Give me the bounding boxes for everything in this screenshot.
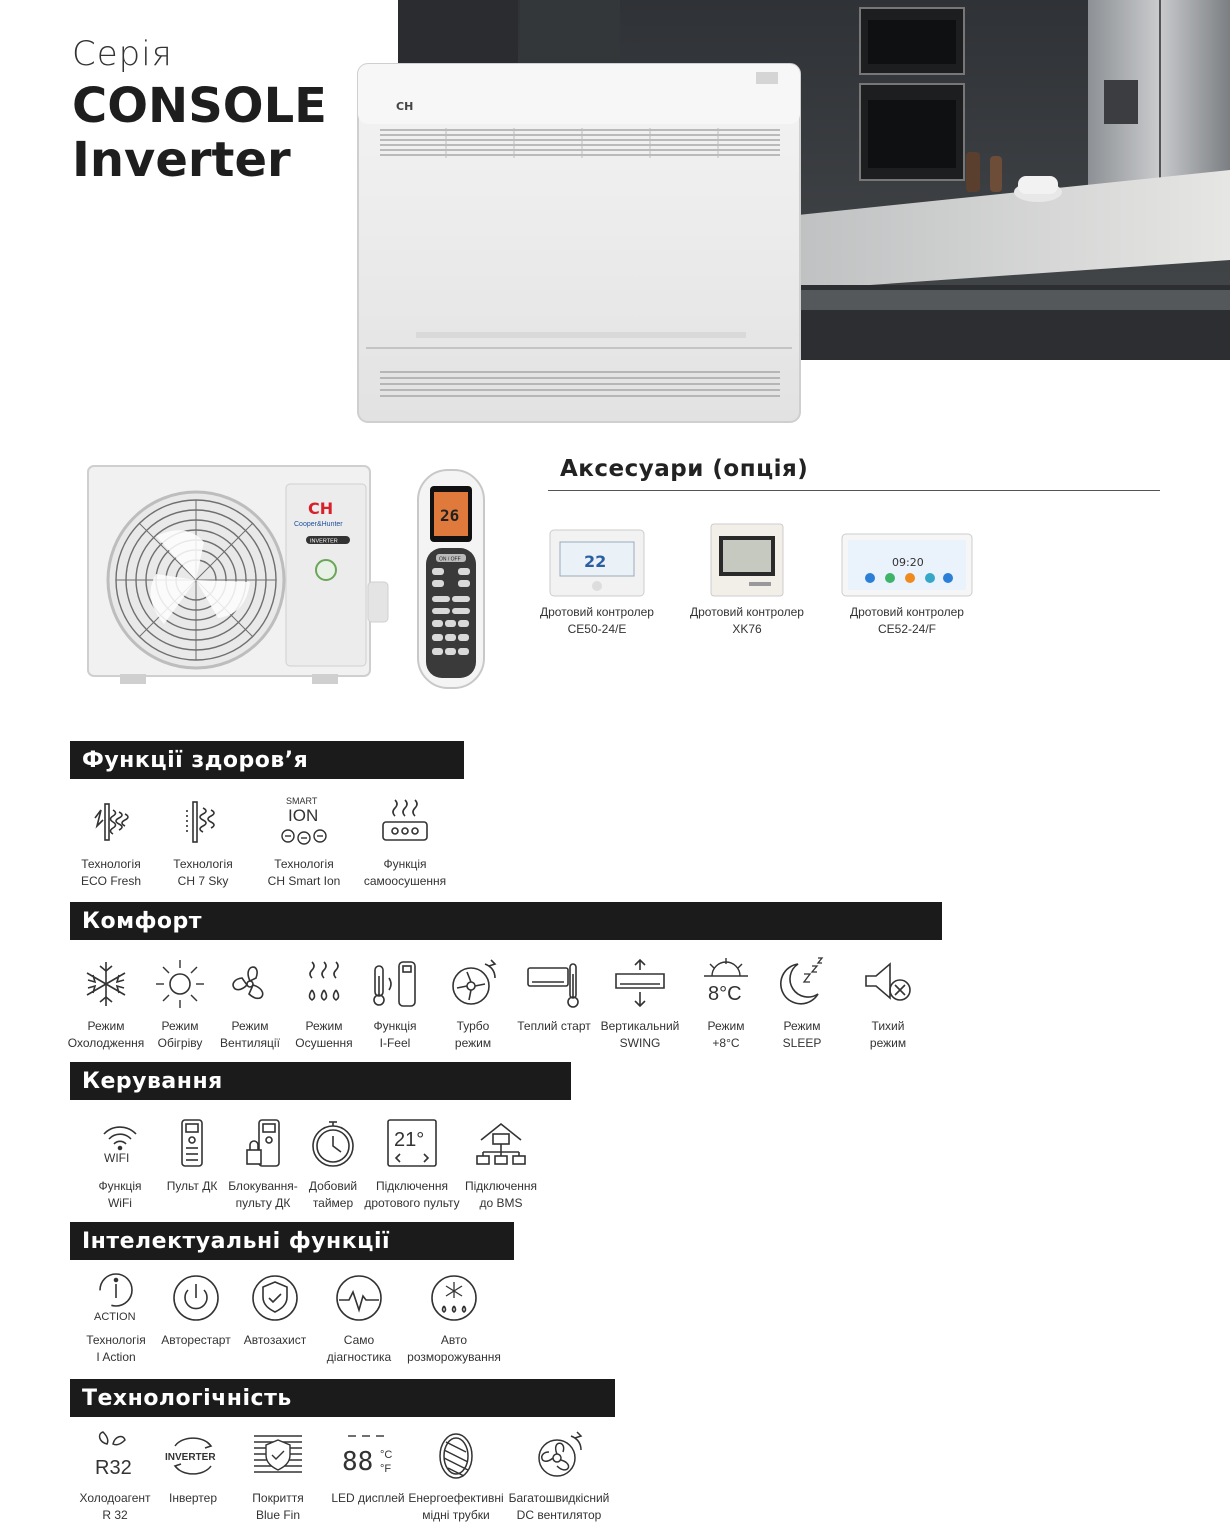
turbo-icon xyxy=(442,956,504,1012)
copper-tube-icon xyxy=(425,1428,487,1484)
feature-eco-fresh xyxy=(70,794,152,890)
outdoor-unit xyxy=(86,462,392,690)
svg-text:°F: °F xyxy=(380,1463,392,1475)
dry-label2: Осушення xyxy=(295,1036,353,1050)
plus8-label2: +8°C xyxy=(712,1036,740,1050)
outdoor-brand-logo: CH xyxy=(308,499,334,518)
accessories-title: Аксесуари (опція) xyxy=(560,456,809,482)
svg-text:22: 22 xyxy=(584,552,607,571)
wifi-label1: Функція xyxy=(98,1179,142,1193)
defrost-label2: розморожування xyxy=(407,1350,501,1364)
ch7sky-label2: CH 7 Sky xyxy=(177,874,229,888)
accessory-ce50-line1: Дротовий контролер xyxy=(540,605,654,619)
accessories-divider xyxy=(548,490,1160,491)
remote-label1: Пульт ДК xyxy=(166,1179,218,1193)
svg-text:ION: ION xyxy=(288,806,319,825)
feature-plus8 xyxy=(690,956,762,1052)
remote-icon xyxy=(161,1116,223,1172)
eco-fresh-icon xyxy=(80,794,142,850)
bms-icon xyxy=(470,1116,532,1172)
feature-remote xyxy=(160,1116,224,1212)
ch-7-sky-icon xyxy=(172,794,234,850)
feature-wifi xyxy=(80,1116,160,1212)
feature-self-diagnostics xyxy=(314,1270,404,1366)
fan-label1: Режим xyxy=(231,1019,269,1033)
warm-start-label1: Теплий старт xyxy=(517,1019,591,1033)
ifeel-label2: I-Feel xyxy=(379,1036,411,1050)
diagnostics-label1: Само xyxy=(343,1333,375,1347)
turbo-label2: режим xyxy=(454,1036,492,1050)
inverter-icon xyxy=(162,1428,224,1484)
accessory-xk76 xyxy=(672,522,822,638)
inverter-label1: Інвертер xyxy=(169,1491,217,1505)
svg-text:09:20: 09:20 xyxy=(892,556,924,569)
outdoor-brand-subtitle: Cooper&Hunter xyxy=(294,521,343,528)
remote-display-temp: 26 xyxy=(440,506,460,525)
outdoor-inverter-badge: INVERTER xyxy=(310,538,338,545)
feature-r32 xyxy=(72,1428,158,1524)
accessory-ce52-line2: CE52-24/F xyxy=(877,622,937,636)
blue-fin-label1: Покриття xyxy=(252,1491,304,1505)
smart-ion-icon xyxy=(273,794,335,850)
accessory-ce50 xyxy=(522,528,672,638)
feature-copper-tube xyxy=(408,1428,504,1524)
remote-lock-icon xyxy=(232,1116,294,1172)
svg-text:88: 88 xyxy=(342,1447,374,1477)
health-features xyxy=(70,794,456,890)
feature-autorestart xyxy=(156,1270,236,1366)
indoor-console-unit xyxy=(356,62,802,424)
vertical-swing-icon xyxy=(609,956,671,1012)
i-feel-icon xyxy=(364,956,426,1012)
feature-auto-defrost xyxy=(404,1270,504,1366)
feature-wired-panel xyxy=(364,1116,460,1212)
bms-label2: до BMS xyxy=(479,1196,523,1210)
self-diagnostics-icon xyxy=(328,1270,390,1326)
heating-label1: Режим xyxy=(161,1019,199,1033)
r32-label2: R 32 xyxy=(102,1508,128,1522)
svg-text:8°C: 8°C xyxy=(708,983,742,1005)
smart-features xyxy=(76,1270,504,1366)
accessory-ce52 xyxy=(832,532,982,638)
wired-controller-ce50-image xyxy=(548,528,646,598)
section-smart-title: Інтелектуальні функції xyxy=(70,1222,514,1260)
sleep-label1: Режим xyxy=(783,1019,821,1033)
cooling-label1: Режим xyxy=(87,1019,125,1033)
comfort-features xyxy=(66,956,934,1052)
section-health-title: Функції здоров’я xyxy=(70,741,464,779)
eco-fresh-label2: ECO Fresh xyxy=(80,874,141,888)
autoprotect-label1: Автозахист xyxy=(243,1333,307,1347)
r32-icon xyxy=(84,1428,146,1484)
bms-label1: Підключення xyxy=(464,1179,538,1193)
feature-smart-ion xyxy=(254,794,354,890)
feature-blue-fin xyxy=(228,1428,328,1524)
control-features xyxy=(80,1116,542,1212)
r32-label1: Холодоагент xyxy=(79,1491,151,1505)
wired-panel-icon xyxy=(381,1116,443,1172)
sleep-label2: SLEEP xyxy=(782,1036,822,1050)
feature-led-display xyxy=(328,1428,408,1524)
ifeel-label1: Функція xyxy=(373,1019,417,1033)
model-title-line1: CONSOLE xyxy=(72,78,327,134)
i-action-icon xyxy=(85,1270,147,1326)
svg-text:INVERTER: INVERTER xyxy=(165,1452,216,1463)
svg-text:21°: 21° xyxy=(394,1129,425,1151)
drops-icon xyxy=(293,956,355,1012)
smart-ion-label1: Технологія xyxy=(274,857,334,871)
remote-lock-label1: Блокування- xyxy=(228,1179,298,1193)
auto-defrost-icon xyxy=(423,1270,485,1326)
feature-ch7sky xyxy=(152,794,254,890)
accessory-xk76-line1: Дротовий контролер xyxy=(690,605,804,619)
svg-text:°C: °C xyxy=(380,1449,393,1461)
feature-heating xyxy=(146,956,214,1052)
self-drying-icon xyxy=(374,794,436,850)
led-label1: LED дисплей xyxy=(331,1491,405,1505)
fan-icon xyxy=(219,956,281,1012)
section-tech-title: Технологічність xyxy=(70,1379,615,1417)
i-action-label2: I Action xyxy=(96,1350,136,1364)
swing-label1: Вертикальний xyxy=(600,1019,680,1033)
quiet-label2: режим xyxy=(869,1036,907,1050)
eco-fresh-label1: Технологія xyxy=(81,857,141,871)
autorestart-label1: Авторестарт xyxy=(161,1333,231,1347)
feature-bms xyxy=(460,1116,542,1212)
feature-autoprotect xyxy=(236,1270,314,1366)
plus8-label1: Режим xyxy=(707,1019,745,1033)
feature-dc-fan xyxy=(504,1428,614,1524)
feature-self-drying xyxy=(354,794,456,890)
section-comfort-title: Комфорт xyxy=(70,902,942,940)
timer-label1: Добовий xyxy=(308,1179,358,1193)
copper-label1: Енергоефективні xyxy=(408,1491,504,1505)
accessory-ce52-line1: Дротовий контролер xyxy=(850,605,964,619)
wifi-icon xyxy=(89,1116,151,1172)
cooling-label2: Охолодження xyxy=(67,1036,145,1050)
svg-text:ACTION: ACTION xyxy=(94,1311,136,1323)
heating-label2: Обігріву xyxy=(157,1036,203,1050)
quiet-label1: Тихий xyxy=(871,1019,905,1033)
wired-panel-label2: дротового пульту xyxy=(364,1196,460,1210)
quiet-icon xyxy=(857,956,919,1012)
feature-remote-lock xyxy=(224,1116,302,1212)
snowflake-icon xyxy=(75,956,137,1012)
sleep-icon xyxy=(771,956,833,1012)
smart-ion-label2: CH Smart Ion xyxy=(267,874,341,888)
remote-lock-label2: пульту ДК xyxy=(235,1196,291,1210)
turbo-label1: Турбо xyxy=(456,1019,490,1033)
feature-i-action xyxy=(76,1270,156,1366)
wired-controller-ce52-image xyxy=(840,532,974,598)
dc-fan-label1: Багатошвидкісний xyxy=(508,1491,610,1505)
blue-fin-label2: Blue Fin xyxy=(255,1508,300,1522)
fan-label2: Вентиляції xyxy=(220,1036,280,1050)
indoor-brand-logo: CH xyxy=(396,100,414,113)
feature-turbo xyxy=(428,956,518,1052)
swing-label2: SWING xyxy=(619,1036,661,1050)
autoprotect-icon xyxy=(244,1270,306,1326)
tech-features xyxy=(72,1428,614,1524)
accessory-xk76-line2: XK76 xyxy=(732,622,762,636)
defrost-label1: Авто xyxy=(440,1333,468,1347)
self-drying-label1: Функція xyxy=(383,857,427,871)
led-display-icon xyxy=(337,1428,399,1484)
wired-controller-xk76-image xyxy=(709,522,785,598)
plus8-icon xyxy=(695,956,757,1012)
remote-controller xyxy=(416,468,486,690)
feature-ifeel xyxy=(362,956,428,1052)
svg-text:WIFI: WIFI xyxy=(104,1151,130,1165)
model-title-line2: Inverter xyxy=(72,132,291,188)
timer-label2: таймер xyxy=(312,1196,354,1210)
diagnostics-label2: діагностика xyxy=(326,1350,392,1364)
copper-label2: мідні трубки xyxy=(422,1508,490,1522)
feature-warm-start xyxy=(518,956,590,1052)
section-control-title: Керування xyxy=(70,1062,571,1100)
series-label: Серія xyxy=(72,34,173,74)
feature-sleep xyxy=(762,956,842,1052)
feature-dry xyxy=(286,956,362,1052)
autorestart-icon xyxy=(165,1270,227,1326)
i-action-label1: Технологія xyxy=(86,1333,146,1347)
feature-vertical-swing xyxy=(590,956,690,1052)
svg-text:R32: R32 xyxy=(95,1457,132,1479)
remote-onoff-label: ON / OFF xyxy=(439,556,461,563)
sun-icon xyxy=(149,956,211,1012)
svg-text:SMART: SMART xyxy=(286,796,318,806)
dc-fan-icon xyxy=(528,1428,590,1484)
wired-panel-label1: Підключення xyxy=(375,1179,449,1193)
timer-icon xyxy=(302,1116,364,1172)
feature-timer xyxy=(302,1116,364,1212)
feature-inverter xyxy=(158,1428,228,1524)
warm-start-icon xyxy=(523,956,585,1012)
blue-fin-icon xyxy=(247,1428,309,1484)
self-drying-label2: самоосушення xyxy=(363,874,447,888)
dry-label1: Режим xyxy=(305,1019,343,1033)
feature-cooling xyxy=(66,956,146,1052)
ch7sky-label1: Технологія xyxy=(173,857,233,871)
wifi-label2: WiFi xyxy=(107,1196,132,1210)
dc-fan-label2: DC вентилятор xyxy=(516,1508,602,1522)
accessory-ce50-line2: CE50-24/E xyxy=(567,622,627,636)
feature-quiet xyxy=(842,956,934,1052)
feature-fan xyxy=(214,956,286,1052)
